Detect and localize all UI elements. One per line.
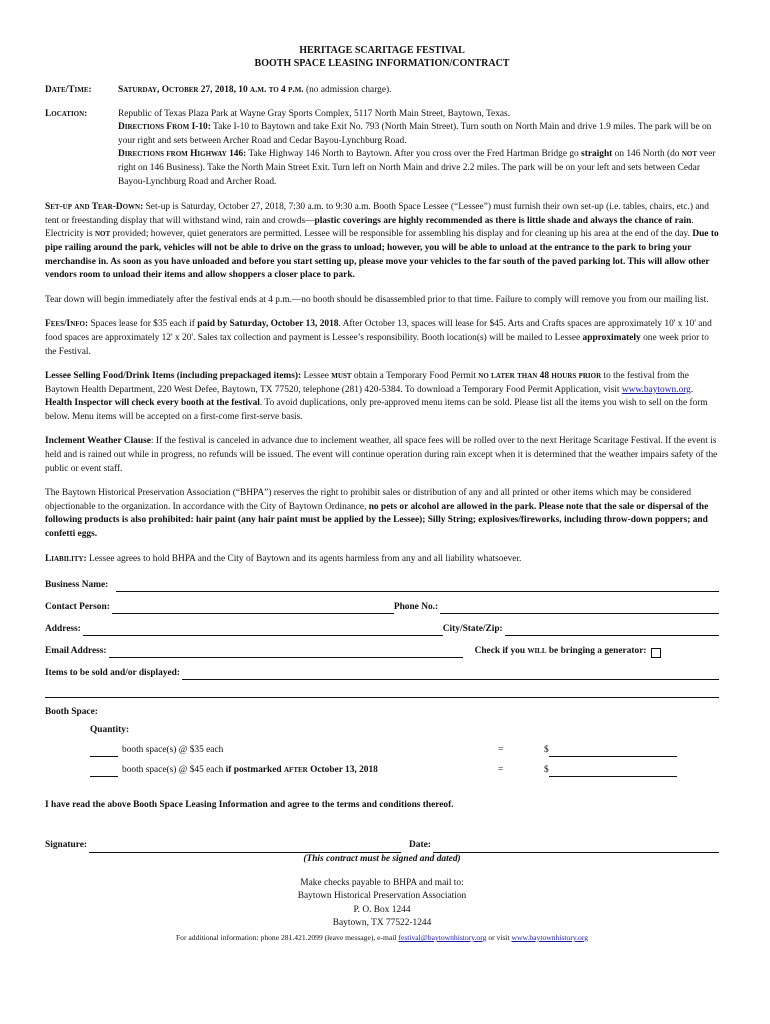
- items-row-2: [45, 680, 719, 698]
- event-date: Saturday, October 27, 2018, 10 a.m. to 4 p.m.: [118, 85, 304, 95]
- business-name-field[interactable]: Business Name:: [45, 570, 719, 592]
- generator-checkbox[interactable]: [651, 648, 661, 658]
- items-input-2[interactable]: [45, 684, 719, 698]
- mailing-block: Make checks payable to BHPA and mail to: Baytown Historical Preservation Association P. O. Box 1244 Baytown, TX 77522-1244: [297, 877, 467, 929]
- signature-note: (This contract must be signed and dated): [303, 854, 461, 864]
- location-text: Republic of Texas Plaza Park at Wayne Gray Sports Complex, 5117 North Main Street, Baytown, Texas.: [118, 108, 511, 119]
- signature-row: Signature: Date:: [45, 831, 719, 853]
- contact-person-input[interactable]: [112, 600, 394, 614]
- date-input[interactable]: [433, 839, 719, 853]
- quantity-label: Quantity:: [90, 724, 130, 735]
- food-paragraph: Lessee Selling Food/Drink Items (including prepackaged items): Lessee must obtain a Temporary Food Permit no later than 48 hours prior to the festival from the Baytown Health Department, 220 West Defee, Baytown, TX 77520, telephone (281) 420-5384. To download a Temporary Food Permit Application, visit www.baytown.org. Health Inspector will check every booth at the festival. To avoid duplications, only pre-approved menu items can be sold. Please list all the items you wish to sell on the form below. Menu items will be accepted on a first-come first-serve basis.: [45, 371, 708, 422]
- agreement-text: I have read the above Booth Space Leasing Information and agree to the terms and conditions thereof.: [45, 800, 454, 811]
- liability-paragraph: Liability: Lessee agrees to hold BHPA and the City of Baytown and its agents harmless from any and all liability whatsoever.: [45, 553, 522, 564]
- location-row: [45, 108, 719, 190]
- baytown-link[interactable]: www.baytown.org: [621, 384, 691, 395]
- date-time-label: Date/Time:: [45, 85, 92, 95]
- email-row: Email Address: Check if you will be bringing a generator:: [45, 636, 719, 658]
- email-input[interactable]: [109, 644, 463, 658]
- total-35-input[interactable]: [549, 744, 677, 757]
- items-input[interactable]: [182, 666, 719, 680]
- contract-page: [45, 44, 719, 945]
- date-time-row: [45, 84, 719, 98]
- address-row: Address: City/State/Zip:: [45, 614, 719, 636]
- admission-note: (no admission charge).: [303, 85, 392, 95]
- footer-contact: For additional information: phone 281.421.2099 (leave message), e-mail festival@baytownhistory.org or visit www.baytownhistory.org: [175, 932, 589, 942]
- booth-line-35: booth space(s) @ $35 each = $: [90, 737, 719, 757]
- weather-paragraph: Inclement Weather Clause: If the festival is canceled in advance due to inclement weather, all space fees will be rolled over to the next Heritage Scaritage Festival. If the event is held and is rained out while in progress, no refunds will be issued. The event will continue operation during rain except when it is determined that the weather impairs safety of the public or event staff.: [45, 436, 718, 474]
- website-link[interactable]: www.baytownhistory.org: [511, 932, 589, 942]
- signature-input[interactable]: [89, 839, 401, 853]
- city-state-zip-input[interactable]: [505, 622, 719, 636]
- address-input[interactable]: [83, 622, 443, 636]
- phone-input[interactable]: [440, 600, 719, 614]
- contact-phone-row: Contact Person: Phone No.:: [45, 592, 719, 614]
- quantity-35-input[interactable]: [90, 744, 118, 757]
- business-name-input[interactable]: [116, 578, 719, 592]
- fees-paragraph: Fees/Info: Spaces lease for $35 each if paid by Saturday, October 13, 2018. After October 13, spaces will lease for $45. Arts and Crafts spaces are approximately 10' x 10' and food spaces are approximately 12' x 20'. Sales tax collection and payment is Lessee’s responsibility. Booth location(s) will be mailed to Lessee approximately one week prior to the Festival.: [45, 319, 712, 357]
- setup-paragraph: Set-up and Tear-Down: Set-up is Saturday, October 27, 2018, 7:30 a.m. to 9:30 a.m. Booth Space Lessee (“Lessee”) must furnish their own set-up (i.e. tables, chairs, etc.) and tent or freestanding display that will withstand wind, rain and crowds—plastic coverings are highly recommended as there is little shade and always the chance of rain. Electricity is not provided; however, quiet generators are permitted. Lessee will be responsible for assembling his display and for cleaning up his area at the end of the day. Due to pipe railing around the park, vehicles will not be able to drive on the grass to unload; however, you will be able to unload at the entrance to the park to bring your merchandise in. As soon as you have unloaded and before you start setting up, please move your vehicles to the far south of the paved parking lot. This will allow other vendors room to unload their items and allow shoppers a closer place to park.: [45, 202, 719, 281]
- bhpa-paragraph: The Baytown Historical Preservation Association (“BHPA”) reserves the right to prohibit sales or distribution of any and all printed or other items which may be considered objectionable to the organization. In accordance with the City of Baytown Ordinance, no pets or alcohol are allowed in the park. Please note that the sale or dispersal of the following products is also prohibited: hair paint (any hair paint must be applied by the Lessee); Silly String; explosives/fireworks, including throw-down poppers; and confetti eggs.: [45, 488, 709, 540]
- generator-label: Check if you will be bringing a generator:: [474, 645, 647, 656]
- festival-email-link[interactable]: festival@baytownhistory.org: [398, 932, 487, 942]
- title-line-2: BOOTH SPACE LEASING INFORMATION/CONTRACT: [254, 58, 510, 69]
- quantity-45-input[interactable]: [90, 764, 118, 777]
- title-line-1: HERITAGE SCARITAGE FESTIVAL: [299, 45, 465, 56]
- directions-i10: Directions From I-10: Take I-10 to Baytown and take Exit No. 793 (North Main Street). Turn south on North Main and drive 1.9 miles. The park will be on your right and sets between Archer Road and Cedar Bayou-Lynchburg Road.: [118, 122, 712, 146]
- location-label: Location:: [45, 108, 88, 119]
- booth-space-label: Booth Space:: [45, 707, 98, 718]
- directions-146: Directions from Highway 146: Take Highway 146 North to Baytown. After you cross over the Fred Hartman Bridge go straight on 146 North (do not veer right on 146 Business). Take the North Main Street Exit. Turn left on North Main and drive 2.2 miles. The park will be on your left and sets between Cedar Bayou-Lynchburg Road and Archer Road.: [118, 149, 716, 187]
- booth-line-45: booth space(s) @ $45 each if postmarked after October 13, 2018 = $: [90, 757, 719, 777]
- teardown-paragraph: Tear down will begin immediately after the festival ends at 4 p.m.—no booth should be disassembled prior to that time. Failure to comply will remove you from our mailing list.: [45, 294, 709, 305]
- total-45-input[interactable]: [549, 764, 677, 777]
- items-row: Items to be sold and/or displayed:: [45, 658, 719, 680]
